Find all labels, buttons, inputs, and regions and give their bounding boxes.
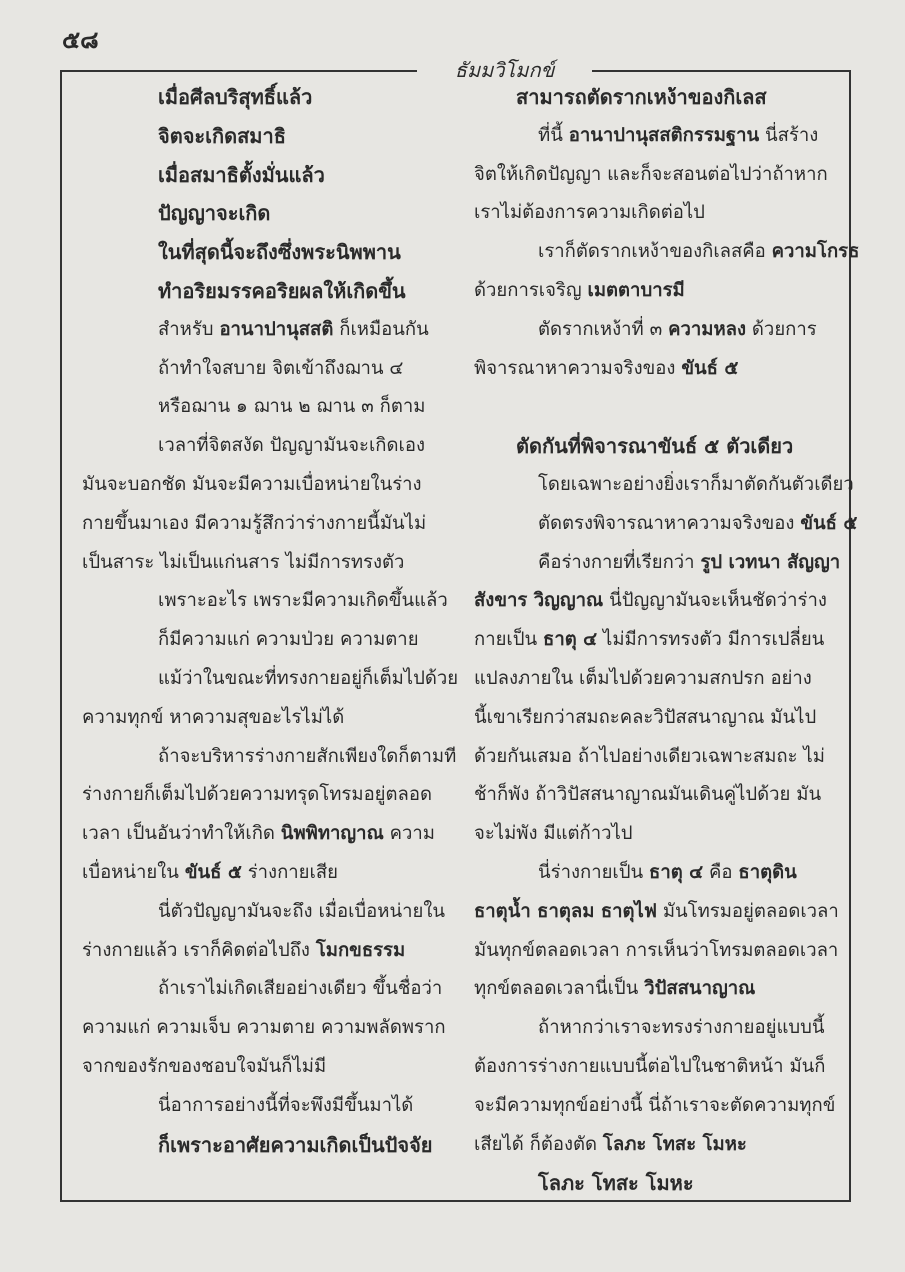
text-run: ก็มีความแก่ ความป่วย ความตาย [158, 629, 419, 651]
left-text-column [82, 78, 460, 1164]
right-column-line [474, 660, 836, 699]
text-run: สำหรับ [158, 318, 220, 340]
text-run: ด้วยกันเสมอ ถ้าไปอย่างเดียวเฉพาะสมถะ ไม่ [474, 745, 825, 767]
page-number: ๕๘ [62, 26, 99, 54]
text-run: เพราะอะไร เพราะมีความเกิดขึ้นแล้ว [158, 590, 448, 612]
bold-term: เมตตาบารมี [587, 279, 685, 301]
left-column-line [82, 893, 460, 932]
text-run: นี่ปัญญามันจะเห็นชัดว่าร่าง [603, 590, 827, 612]
left-column-line [82, 1048, 460, 1087]
running-title: ธัมมวิโมกข์ [454, 58, 555, 82]
text-run: เวลา เป็นอันว่าทำให้เกิด [82, 823, 281, 845]
text-run: จะไม่พัง มีแต่ก้าวไป [474, 823, 633, 845]
right-column-line [474, 854, 836, 893]
text-run: ไม่มีการทรงตัว มีการเปลี่ยน [597, 629, 825, 651]
left-column-line [82, 311, 460, 350]
text-run: เวลาที่จิตสงัด ปัญญามันจะเกิดเอง [158, 435, 425, 457]
left-column-line [82, 272, 460, 311]
text-run: ถ้าทำใจสบาย จิตเข้าถึงฌาน ๔ [158, 357, 404, 379]
right-column-line [474, 350, 836, 389]
text-run: นี้เขาเรียกว่าสมถะคละวิปัสสนาญาณ มันไป [474, 706, 817, 728]
right-column-line [474, 582, 836, 621]
right-column-line [474, 699, 836, 738]
text-run: หรือฌาน ๑ ฌาน ๒ ฌาน ๓ ก็ตาม [158, 396, 426, 418]
frame-top-rule-right [592, 70, 849, 72]
right-column-line [474, 156, 836, 195]
text-run: จิตให้เกิดปัญญา และก็จะสอนต่อไปว่าถ้าหาก [474, 163, 828, 185]
right-column-line [474, 311, 836, 350]
right-column-line [474, 194, 836, 233]
left-column-line [82, 117, 460, 156]
bold-term: โลภะ โทสะ โมหะ [602, 1133, 747, 1155]
bold-term: อานาปานุสสติ [219, 318, 334, 340]
bold-term: ธาตุ ๔ [649, 861, 704, 883]
text-run: แม้ว่าในขณะที่ทรงกายอยู่ก็เต็มไปด้วย [158, 667, 459, 689]
text-run: ถ้าจะบริหารร่างกายสักเพียงใดก็ตามที [158, 745, 457, 767]
text-run: แปลงภายใน เต็มไปด้วยความสกปรก อย่าง [474, 667, 812, 689]
text-run: ทุกข์ตลอดเวลานี่เป็น [474, 978, 645, 1000]
bold-term: โลภะ โทสะ โมหะ [538, 1171, 694, 1196]
text-run: ถ้าเราไม่เกิดเสียอย่างเดียว ขึ้นชื่อว่า [158, 978, 443, 1000]
bold-term: ธาตุน้ำ ธาตุลม ธาตุไฟ [474, 900, 657, 922]
text-run: นี่ตัวปัญญามันจะถึง เมื่อเบื่อหน่ายใน [158, 900, 445, 922]
right-column-line [474, 117, 836, 156]
text-run: ถ้าหากว่าเราจะทรงร่างกายอยู่แบบนี้ [538, 1017, 825, 1039]
left-column-line [82, 776, 460, 815]
bold-term: สังขาร วิญญาณ [474, 590, 604, 612]
text-run: มันจะบอกชัด มันจะมีความเบื่อหน่ายในร่าง [82, 473, 422, 495]
left-column-line [82, 427, 460, 466]
left-column-line [82, 699, 460, 738]
bold-term: ขันธ์ ๕ [681, 357, 739, 379]
text-run: เป็นสาระ ไม่เป็นแก่นสาร ไม่มีการทรงตัว [82, 551, 405, 573]
left-column-line [82, 815, 460, 854]
bold-term: ขันธ์ ๕ [184, 861, 242, 883]
left-column-line [82, 350, 460, 389]
bold-term: รูป เวทนา สัญญา [700, 551, 841, 573]
bold-term: เมื่อศีลบริสุทธิ์แล้ว [158, 85, 313, 109]
text-run: กายเป็น [474, 629, 544, 651]
bold-term: วิปัสสนาญาณ [644, 978, 756, 1000]
text-run: เสียได้ ก็ต้องตัด [474, 1133, 603, 1155]
text-run: ความทุกข์ หาความสุขอะไรไม่ได้ [82, 706, 345, 728]
left-column-line [82, 1009, 460, 1048]
bold-term: เมื่อสมาธิตั้งมั่นแล้ว [158, 162, 325, 187]
bold-term: ปัญญาจะเกิด [158, 201, 271, 226]
bold-term: สามารถตัดรากเหง้าของกิเลส [516, 85, 767, 109]
right-column-line [474, 932, 839, 971]
text-run: ร่างกายเสีย [241, 861, 338, 883]
left-column-line [82, 970, 460, 1009]
right-column-line [474, 1087, 836, 1126]
bold-term: ธาตุ ๔ [543, 629, 598, 651]
bold-term: โมกขธรรม [315, 939, 406, 961]
left-column-line [82, 544, 460, 583]
right-column-line [474, 738, 836, 777]
text-run: ตัดรากเหง้าที่ ๓ [538, 318, 669, 340]
text-run: พิจารณาหาความจริงของ [474, 357, 682, 379]
text-run: ร่างกายแล้ว เราก็คิดต่อไปถึง [82, 939, 316, 961]
left-column-line [82, 505, 460, 544]
right-column-line [474, 233, 860, 272]
bold-term: นิพพิทาญาณ [280, 823, 384, 845]
right-column-line [474, 1048, 836, 1087]
text-run: จะมีความทุกข์อย่างนี้ นี่ถ้าเราจะตัดความทุกข์ [474, 1094, 836, 1116]
bold-term: อานาปานุสสติกรรมฐาน [568, 124, 760, 146]
left-column-line [82, 738, 460, 777]
text-run: คือ [703, 861, 739, 883]
text-run: นี่ร่างกายเป็น [538, 861, 650, 883]
right-column-line [474, 815, 836, 854]
text-run: กายขึ้นมาเอง มีความรู้สึกว่าร่างกายนี้มันไม่ [82, 512, 427, 534]
left-column-line [82, 388, 460, 427]
right-column-line [474, 1126, 836, 1165]
right-column-line [474, 427, 836, 466]
bold-term: ก็เพราะอาศัยความเกิดเป็นปัจจัย [158, 1132, 433, 1157]
text-run: ความแก่ ความเจ็บ ความตาย ความพลัดพราก [82, 1017, 446, 1039]
right-text-column [474, 78, 860, 1203]
text-run: คือร่างกายที่เรียกว่า [538, 551, 701, 573]
text-run: โดยเฉพาะอย่างยิ่งเราก็มาตัดกันตัวเดียว [538, 473, 854, 495]
right-column-line [474, 388, 836, 427]
text-run: มันโทรมอยู่ตลอดเวลา [656, 900, 839, 922]
text-run: ที่นี้ [538, 124, 569, 146]
text-run: นี่สร้าง [759, 124, 819, 146]
left-column-line [82, 156, 460, 195]
right-column-line [474, 776, 836, 815]
right-column-line [474, 505, 858, 544]
text-run: ช้าก็พัง ถ้าวิปัสสนาญาณมันเดินคู่ไปด้วย มัน [474, 784, 822, 806]
right-column-line [474, 78, 836, 117]
left-column-line [82, 621, 460, 660]
right-column-line [474, 466, 854, 505]
left-column-line [82, 1087, 460, 1126]
left-column-line [82, 932, 460, 971]
text-run: นี่อาการอย่างนี้ที่จะพึงมีขึ้นมาได้ [158, 1094, 414, 1116]
right-column-line [474, 544, 841, 583]
text-run: จากของรักของชอบใจมันก็ไม่มี [82, 1055, 327, 1077]
right-column-line [474, 1009, 836, 1048]
right-column-line [474, 272, 836, 311]
text-run: เราไม่ต้องการความเกิดต่อไป [474, 202, 705, 224]
frame-top-rule-left [62, 70, 417, 72]
right-column-line [474, 893, 839, 932]
left-column-line [82, 233, 460, 272]
text-run [474, 396, 480, 417]
left-column-line [82, 582, 460, 621]
text-run: ร่างกายก็เต็มไปด้วยความทรุดโทรมอยู่ตลอด [82, 784, 432, 806]
right-column-line [474, 1164, 836, 1203]
left-column-line [82, 466, 460, 505]
bold-term: ธาตุดิน [738, 861, 797, 883]
right-column-line [474, 621, 836, 660]
left-column-line [82, 78, 460, 117]
text-run: เบื่อหน่ายใน [82, 861, 185, 883]
left-column-line [82, 660, 460, 699]
right-column-line [474, 970, 836, 1009]
left-column-line [82, 854, 460, 893]
bold-term: ขันธ์ ๕ [800, 512, 858, 534]
bold-term: ในที่สุดนี้จะถึงซึ่งพระนิพพาน [158, 240, 401, 265]
left-column-line [82, 194, 460, 233]
text-run: เราก็ตัดรากเหง้าของกิเลสคือ [538, 241, 772, 263]
bold-term: ความหลง [668, 318, 747, 340]
text-run: ต้องการร่างกายแบบนี้ต่อไปในชาติหน้า มันก็ [474, 1055, 826, 1077]
text-run: ก็เหมือนกัน [333, 318, 429, 340]
text-run: มันทุกข์ตลอดเวลา การเห็นว่าโทรมตลอดเวลา [474, 939, 839, 961]
text-run: ความ [383, 823, 435, 845]
text-run: ด้วยการ [746, 318, 817, 340]
text-run: ตัดตรงพิจารณาหาความจริงของ [538, 512, 801, 534]
left-column-line [82, 1126, 460, 1165]
bold-term: ตัดกันที่พิจารณาขันธ์ ๕ ตัวเดียว [516, 434, 794, 459]
bold-term: ทำอริยมรรคอริยผลให้เกิดขึ้น [158, 278, 406, 303]
text-run: ด้วยการเจริญ [474, 279, 588, 301]
bold-term: ความโกรธ [771, 241, 860, 263]
bold-term: จิตจะเกิดสมาธิ [158, 123, 286, 148]
